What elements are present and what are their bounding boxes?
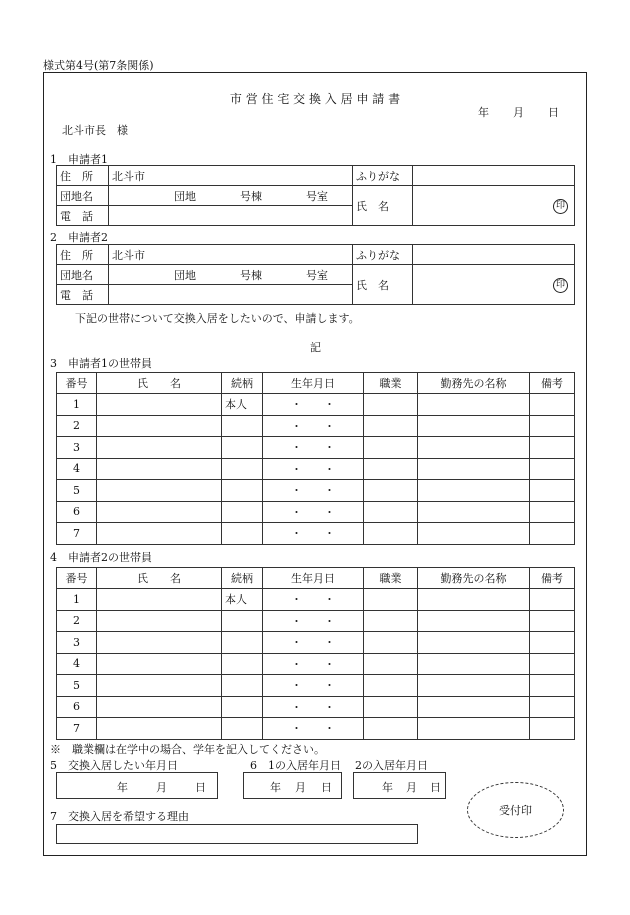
section-applicant-2: 2 申請者2 [50, 231, 108, 244]
member-no: 2 [57, 415, 97, 437]
member-dob-field[interactable]: ・ ・ [263, 437, 364, 459]
member-no: 3 [57, 632, 97, 654]
household-2-table [56, 567, 575, 740]
member-dob-field[interactable]: ・ ・ [263, 394, 364, 416]
member-row [57, 480, 575, 502]
col-name: 氏 名 [97, 568, 222, 589]
year-label: 年 [270, 781, 281, 794]
danchi-label: 団地名 [57, 186, 109, 206]
member-relation[interactable]: 本人 [222, 394, 263, 416]
member-occupation-field[interactable] [364, 458, 418, 480]
member-name-field[interactable] [97, 458, 222, 480]
phone-label: 電 話 [57, 285, 109, 305]
member-dob-field[interactable]: ・ ・ [263, 501, 364, 523]
member-name-field[interactable] [97, 653, 222, 675]
household-1-body [57, 394, 575, 545]
year-label: 年 [117, 781, 128, 794]
year-label: 年 [382, 781, 393, 794]
member-dob-field[interactable]: ・ ・ [263, 589, 364, 611]
member-row [57, 589, 575, 611]
member-remarks-field[interactable] [530, 632, 575, 654]
col-dob: 生年月日 [263, 568, 364, 589]
statement: 下記の世帯について交換入居をしたいので、申請します。 [75, 312, 360, 325]
reason-field[interactable] [56, 824, 418, 844]
furigana-field[interactable] [413, 166, 575, 186]
col-name: 氏 名 [97, 373, 222, 394]
member-occupation-field[interactable] [364, 415, 418, 437]
member-remarks-field[interactable] [530, 501, 575, 523]
member-remarks-field[interactable] [530, 653, 575, 675]
section-move-in-date-1: 6 1の入居年月日 [250, 759, 341, 772]
member-no: 2 [57, 610, 97, 632]
member-occupation-field[interactable] [364, 696, 418, 718]
member-no: 5 [57, 480, 97, 502]
month-label: 月 [156, 781, 167, 794]
member-name-field[interactable] [97, 718, 222, 740]
member-name-field[interactable] [97, 523, 222, 545]
furigana-field[interactable] [413, 245, 575, 265]
month-label: 月 [406, 781, 417, 794]
member-relation[interactable] [222, 523, 263, 545]
application-date: 年 月 日 [478, 106, 559, 119]
address-field[interactable]: 北斗市 [109, 245, 353, 265]
danchi-field[interactable]: 団地 号棟 号室 [109, 186, 353, 206]
seal-mark: 印 [553, 278, 568, 293]
col-relation: 続柄 [222, 568, 263, 589]
month-label: 月 [295, 781, 306, 794]
day-label: 日 [430, 781, 441, 794]
member-relation[interactable] [222, 653, 263, 675]
member-remarks-field[interactable] [530, 610, 575, 632]
day-label: 日 [321, 781, 332, 794]
member-remarks-field[interactable] [530, 480, 575, 502]
danchi-field[interactable]: 団地 号棟 号室 [109, 265, 353, 285]
member-dob-field[interactable]: ・ ・ [263, 458, 364, 480]
member-row [57, 458, 575, 480]
member-occupation-field[interactable] [364, 501, 418, 523]
member-name-field[interactable] [97, 589, 222, 611]
phone-field[interactable] [109, 285, 353, 305]
member-occupation-field[interactable] [364, 523, 418, 545]
member-remarks-field[interactable] [530, 675, 575, 697]
applicant-2-table [56, 244, 575, 305]
name-field[interactable] [413, 265, 575, 305]
col-occupation: 職業 [364, 568, 418, 589]
danchi-label: 団地名 [57, 265, 109, 285]
member-no: 7 [57, 718, 97, 740]
member-occupation-field[interactable] [364, 437, 418, 459]
member-workplace-field[interactable] [418, 653, 530, 675]
col-no: 番号 [57, 568, 97, 589]
household-1-header [57, 373, 575, 394]
section-household-1: 3 申請者1の世帯員 [50, 357, 152, 370]
phone-label: 電 話 [57, 206, 109, 226]
member-relation[interactable] [222, 696, 263, 718]
member-occupation-field[interactable] [364, 589, 418, 611]
member-no: 7 [57, 523, 97, 545]
applicant-1-table [56, 165, 575, 226]
member-no: 6 [57, 696, 97, 718]
form-reference: 様式第4号(第7条関係) [43, 59, 154, 72]
member-remarks-field[interactable] [530, 415, 575, 437]
member-occupation-field[interactable] [364, 632, 418, 654]
member-row [57, 437, 575, 459]
member-no: 3 [57, 437, 97, 459]
member-remarks-field[interactable] [530, 589, 575, 611]
member-dob-field[interactable]: ・ ・ [263, 523, 364, 545]
member-remarks-field[interactable] [530, 394, 575, 416]
member-relation[interactable] [222, 610, 263, 632]
household-1-table [56, 372, 575, 545]
member-occupation-field[interactable] [364, 394, 418, 416]
member-row [57, 415, 575, 437]
member-occupation-field[interactable] [364, 480, 418, 502]
member-no: 1 [57, 394, 97, 416]
member-name-field[interactable] [97, 501, 222, 523]
member-occupation-field[interactable] [364, 653, 418, 675]
member-name-field[interactable] [97, 480, 222, 502]
member-dob-field[interactable]: ・ ・ [263, 718, 364, 740]
form-title: 市 営 住 宅 交 換 入 居 申 請 書 [229, 92, 401, 106]
member-remarks-field[interactable] [530, 458, 575, 480]
col-workplace: 勤務先の名称 [418, 568, 530, 589]
member-no: 6 [57, 501, 97, 523]
member-workplace-field[interactable] [418, 718, 530, 740]
member-workplace-field[interactable] [418, 480, 530, 502]
exchange-date-field[interactable] [56, 772, 218, 799]
address-field[interactable]: 北斗市 [109, 166, 353, 186]
member-name-field[interactable] [97, 632, 222, 654]
member-dob-field[interactable]: ・ ・ [263, 480, 364, 502]
member-occupation-field[interactable] [364, 675, 418, 697]
name-field[interactable] [413, 186, 575, 226]
ki-heading: 記 [310, 341, 321, 354]
member-dob-field[interactable]: ・ ・ [263, 415, 364, 437]
member-relation[interactable] [222, 437, 263, 459]
member-workplace-field[interactable] [418, 394, 530, 416]
member-occupation-field[interactable] [364, 718, 418, 740]
reception-stamp [467, 782, 564, 838]
member-remarks-field[interactable] [530, 523, 575, 545]
member-workplace-field[interactable] [418, 458, 530, 480]
section-exchange-date: 5 交換入居したい年月日 [50, 759, 178, 772]
reception-stamp-label: 受付印 [499, 804, 532, 817]
member-relation[interactable] [222, 675, 263, 697]
member-relation[interactable] [222, 458, 263, 480]
member-dob-field[interactable]: ・ ・ [263, 696, 364, 718]
move-in-date-1-field[interactable] [243, 772, 342, 799]
col-remarks: 備考 [530, 568, 575, 589]
seal-mark: 印 [553, 199, 568, 214]
member-row [57, 632, 575, 654]
address-label: 住 所 [57, 166, 109, 186]
section-reason: 7 交換入居を希望する理由 [50, 810, 189, 823]
household-2-body [57, 589, 575, 740]
member-row [57, 675, 575, 697]
day-label: 日 [195, 781, 206, 794]
member-row [57, 610, 575, 632]
member-row [57, 696, 575, 718]
member-row [57, 523, 575, 545]
member-occupation-field[interactable] [364, 610, 418, 632]
occupation-note: ※ 職業欄は在学中の場合、学年を記入してください。 [50, 743, 325, 756]
member-row [57, 501, 575, 523]
section-move-in-date-2: 2の入居年月日 [355, 759, 428, 772]
member-name-field[interactable] [97, 675, 222, 697]
member-workplace-field[interactable] [418, 523, 530, 545]
member-dob-field[interactable]: ・ ・ [263, 632, 364, 654]
member-relation[interactable] [222, 718, 263, 740]
col-relation: 続柄 [222, 373, 263, 394]
member-remarks-field[interactable] [530, 437, 575, 459]
member-no: 5 [57, 675, 97, 697]
member-row [57, 653, 575, 675]
member-relation[interactable] [222, 632, 263, 654]
addressee: 北斗市長 様 [62, 124, 128, 137]
member-dob-field[interactable]: ・ ・ [263, 675, 364, 697]
member-relation[interactable]: 本人 [222, 589, 263, 611]
col-workplace: 勤務先の名称 [418, 373, 530, 394]
member-relation[interactable] [222, 501, 263, 523]
member-remarks-field[interactable] [530, 718, 575, 740]
member-no: 4 [57, 653, 97, 675]
member-workplace-field[interactable] [418, 632, 530, 654]
col-occupation: 職業 [364, 373, 418, 394]
member-workplace-field[interactable] [418, 501, 530, 523]
member-row [57, 718, 575, 740]
member-workplace-field[interactable] [418, 610, 530, 632]
phone-field[interactable] [109, 206, 353, 226]
member-remarks-field[interactable] [530, 696, 575, 718]
section-applicant-1: 1 申請者1 [50, 153, 108, 166]
member-dob-field[interactable]: ・ ・ [263, 610, 364, 632]
member-name-field[interactable] [97, 415, 222, 437]
move-in-date-2-field[interactable] [353, 772, 446, 799]
member-workplace-field[interactable] [418, 675, 530, 697]
member-workplace-field[interactable] [418, 589, 530, 611]
col-no: 番号 [57, 373, 97, 394]
member-no: 4 [57, 458, 97, 480]
member-row [57, 394, 575, 416]
name-label: 氏 名 [353, 265, 413, 305]
household-2-header [57, 568, 575, 589]
member-name-field[interactable] [97, 394, 222, 416]
name-label: 氏 名 [353, 186, 413, 226]
col-remarks: 備考 [530, 373, 575, 394]
section-household-2: 4 申請者2の世帯員 [50, 551, 152, 564]
member-workplace-field[interactable] [418, 415, 530, 437]
member-dob-field[interactable]: ・ ・ [263, 653, 364, 675]
member-workplace-field[interactable] [418, 696, 530, 718]
furigana-label: ふりがな [353, 166, 413, 186]
furigana-label: ふりがな [353, 245, 413, 265]
col-dob: 生年月日 [263, 373, 364, 394]
member-workplace-field[interactable] [418, 437, 530, 459]
member-relation[interactable] [222, 415, 263, 437]
member-name-field[interactable] [97, 610, 222, 632]
member-relation[interactable] [222, 480, 263, 502]
member-name-field[interactable] [97, 437, 222, 459]
member-name-field[interactable] [97, 696, 222, 718]
member-no: 1 [57, 589, 97, 611]
address-label: 住 所 [57, 245, 109, 265]
